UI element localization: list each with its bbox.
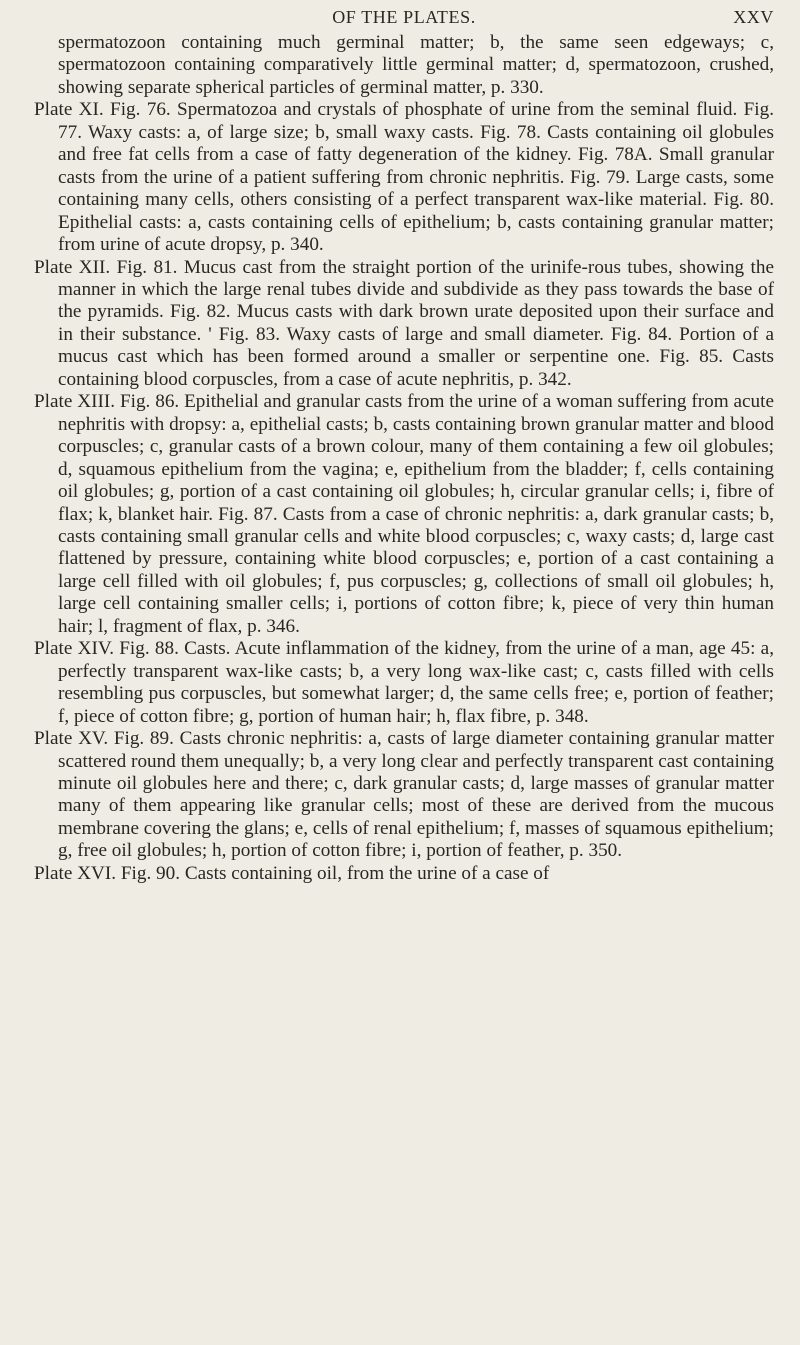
running-title: OF THE PLATES. [332,7,476,27]
plate-xiii-entry: Plate XIII. Fig. 86. Epithelial and granular casts from the urine of a woman suffering from acute nephritis with dropsy: a, epithelial casts; b, casts containing brown granular matter and blood corpuscles; c, granular casts of a brown colour, many of them containing a few oil globules; d, squamous epithelium from the vagina; e, epithelium from the bladder; f, cells containing oil globules; g, portion of a cast containing oil globules; h, circular granular cells; i, fibre of flax; k, blanket hair. Fig. 87. Casts from a case of chronic nephritis: a, dark granular casts; b, casts containing small granular cells and white blood corpuscles; c, waxy casts; d, large cast flattened by pressure, containing white blood corpuscles; e, portion of a cast containing a large cell filled with oil globules; f, pus corpuscles; g, collections of small oil globules; h, large cell containing smaller cells; i, portions of cotton fibre; k, piece of very thin human hair; l, fragment of flax, p. 346. [34,391,774,637]
plate-xv-entry: Plate XV. Fig. 89. Casts chronic nephritis: a, casts of large diameter containing granular matter scattered round them unequally; b, a very long clear and perfectly transparent cast containing minute oil globules here and there; c, dark granular casts; d, large masses of granular matter many of them appearing like granular cells; most of these are derived from the mucous membrane covering the glans; e, cells of renal epithelium; f, masses of squamous epithelium; g, free oil globules; h, portion of cotton fibre; i, portion of feather, p. 350. [34,728,774,862]
page-number: XXV [733,7,774,27]
plate-xi-entry: Plate XI. Fig. 76. Spermatozoa and crystals of phosphate of urine from the seminal fluid. Fig. 77. Waxy casts: a, of large size; b, small waxy casts. Fig. 78. Casts containing oil globules and free fat cells from a case of fatty degeneration of the kidney. Fig. 78A. Small granular casts from the urine of a patient suffering from chronic nephritis. Fig. 79. Large casts, some containing many cells, others consisting of a perfect transparent wax-like material. Fig. 80. Epithelial casts: a, casts containing cells of epithelium; b, casts containing granular matter; from urine of acute dropsy, p. 340. [34,99,774,256]
paragraph-continuation: spermatozoon containing much germinal matter; b, the same seen edgeways; c, spermatozoon containing comparatively little germinal matter; d, spermatozoon, crushed, showing separate spherical particles of germinal matter, p. 330. [58,32,774,98]
plate-xiv-entry: Plate XIV. Fig. 88. Casts. Acute inflammation of the kidney, from the urine of a man, age 45: a, perfectly transparent wax-like casts; b, a very long wax-like cast; c, casts filled with cells resembling pus corpuscles, but somewhat larger; d, the same cells free; e, portion of feather; f, piece of cotton fibre; g, portion of human hair; h, flax fibre, p. 348. [34,638,774,727]
running-header [34,0,774,30]
text-body [34,32,774,885]
plate-xvi-entry: Plate XVI. Fig. 90. Casts containing oil, from the urine of a case of [34,862,550,884]
plate-xii-entry: Plate XII. Fig. 81. Mucus cast from the straight portion of the urinife-rous tubes, showing the manner in which the large renal tubes divide and subdivide as they pass towards the base of the pyramids. Fig. 82. Mucus casts with dark brown urate deposited upon their surface and in their substance. ' Fig. 83. Waxy casts of large and small diameter. Fig. 84. Portion of a mucus cast which has been formed around a smaller or serpentine one. Fig. 85. Casts containing blood corpuscles, from a case of acute nephritis, p. 342. [34,256,774,390]
